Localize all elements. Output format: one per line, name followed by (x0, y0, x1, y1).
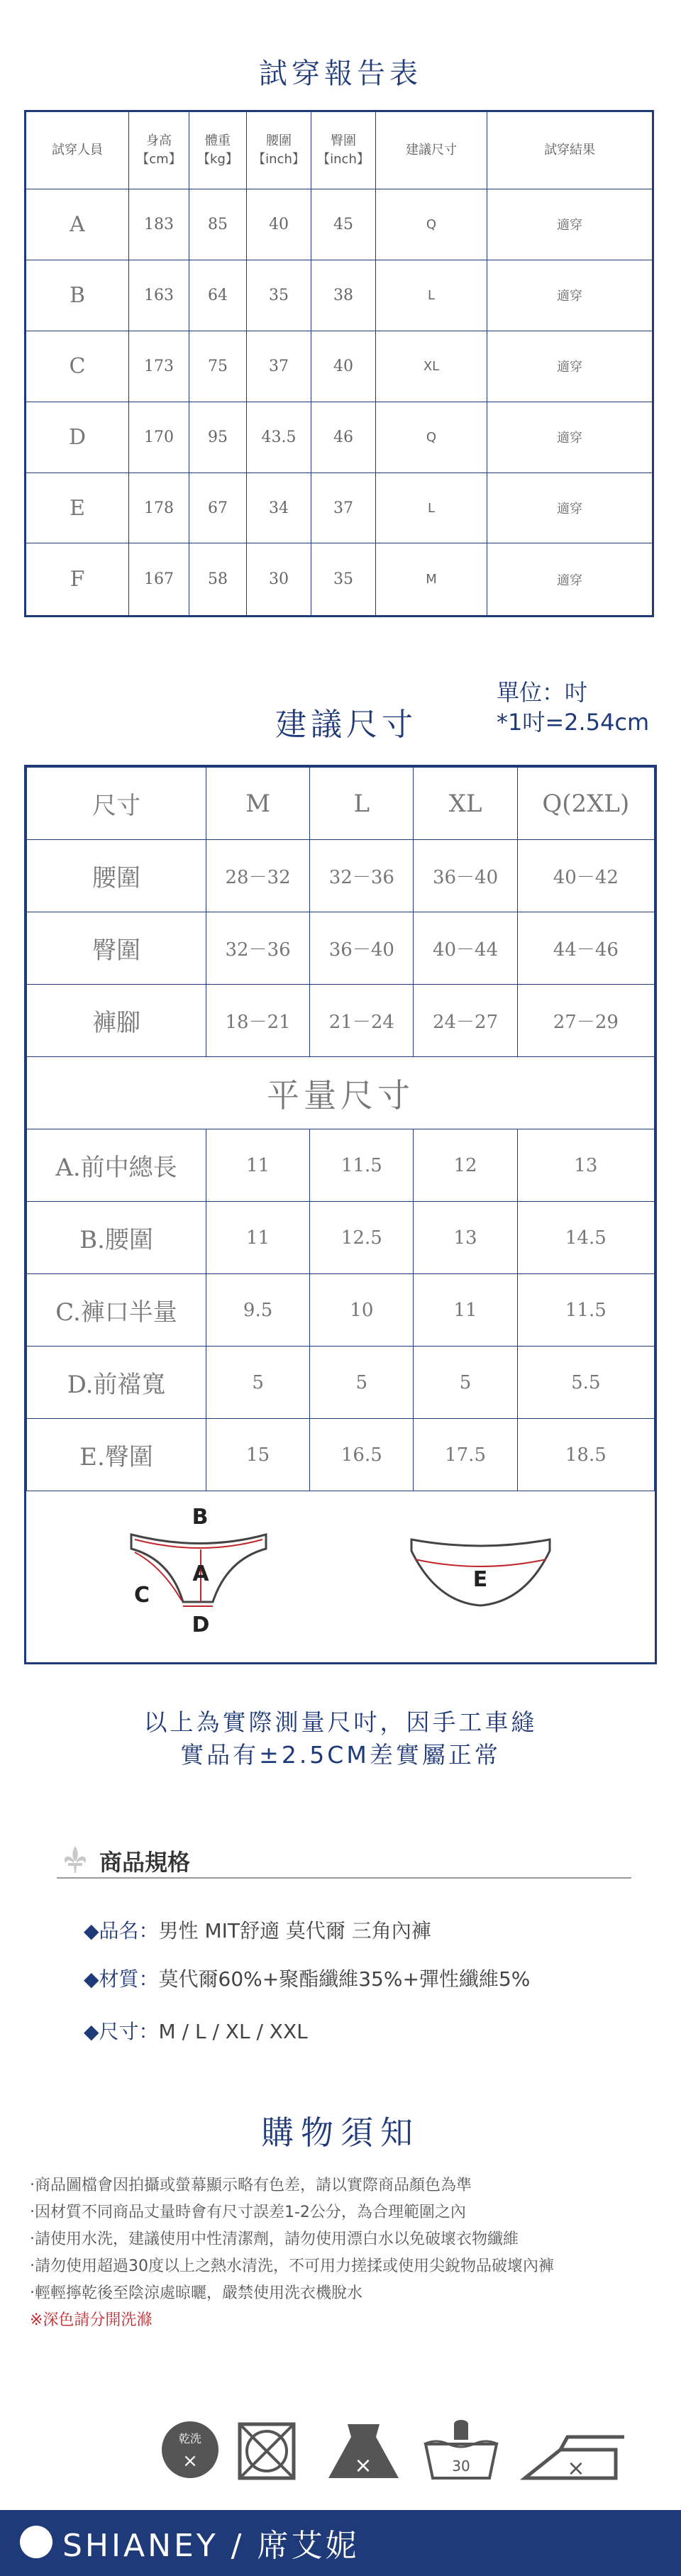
cell: 28－32 (206, 840, 310, 912)
spec-key: ◆尺寸： (84, 2020, 159, 2043)
cell: 178 (129, 472, 189, 543)
cell: 35 (247, 260, 311, 331)
cell: 21－24 (310, 985, 414, 1057)
no-bleach-icon (328, 2424, 399, 2478)
spec-title: 商品規格 (99, 1849, 191, 1876)
cell: 12 (414, 1129, 517, 1202)
cell: 適穿 (487, 260, 653, 331)
size-header: XL (414, 768, 517, 840)
cell: 17.5 (414, 1419, 517, 1491)
cell: 46 (311, 402, 376, 472)
cell: 適穿 (487, 402, 653, 472)
tester-name: C (26, 331, 129, 402)
header-height: 身高 【cm】 (129, 111, 189, 189)
cell: 11 (206, 1202, 310, 1274)
cell: 37 (311, 472, 376, 543)
brand-name: SHIANEY / 席艾妮 (62, 2528, 360, 2564)
cell: 64 (189, 260, 247, 331)
cell: 11 (414, 1274, 517, 1347)
shopping-notice-list (30, 2172, 554, 2334)
cell: 32－36 (206, 912, 310, 985)
unit-note (497, 678, 649, 737)
fit-report-title: 試穿報告表 (259, 57, 422, 90)
back-brief-diagram (411, 1539, 550, 1605)
spec-item-size (84, 2016, 308, 2045)
cell: 40 (247, 189, 311, 260)
cell: 5 (206, 1347, 310, 1419)
cell: 15 (206, 1419, 310, 1491)
cell: 13 (517, 1129, 654, 1202)
table-row (26, 260, 653, 331)
flat-size-title: 平量尺寸 (27, 1057, 655, 1129)
cell: 12.5 (310, 1202, 414, 1274)
svg-text:×: × (354, 2453, 372, 2478)
fit-report-header-row (26, 111, 653, 189)
cell: 10 (310, 1274, 414, 1347)
table-row (27, 1129, 655, 1202)
header-waist: 腰圍 【inch】 (247, 111, 311, 189)
cell: 適穿 (487, 472, 653, 543)
spec-item-name (84, 1916, 431, 1944)
brand-footer (0, 2510, 681, 2576)
spec-item-material (84, 1964, 530, 1992)
cell: 適穿 (487, 331, 653, 402)
cell: 95 (189, 402, 247, 472)
cell: 5.5 (517, 1347, 654, 1419)
measurement-note (0, 1706, 681, 1771)
cell: 5 (414, 1347, 517, 1419)
cell: 適穿 (487, 189, 653, 260)
cell: 24－27 (414, 985, 517, 1057)
cell: M (376, 543, 487, 617)
cell: 36－40 (414, 840, 517, 912)
size-header: 尺寸 (27, 768, 206, 840)
row-label: D.前襠寬 (27, 1347, 206, 1419)
cell: 35 (311, 543, 376, 617)
cell: 40 (311, 331, 376, 402)
cell: 36－40 (310, 912, 414, 985)
spec-value: 莫代爾60%+聚酯纖維35%+彈性纖維5% (158, 1967, 531, 1991)
label-a: A (192, 1561, 209, 1586)
dry-clean-label: 乾洗 (178, 2432, 202, 2445)
tester-name: A (26, 189, 129, 260)
flat-title-row (27, 1057, 655, 1129)
notice-item: ‧請使用水洗，建議使用中性清潔劑，請勿使用漂白水以免破壞衣物纖維 (30, 2230, 519, 2248)
header-tester: 試穿人員 (26, 111, 129, 189)
table-row (27, 912, 655, 985)
notice-item: ‧商品圖檔會因拍攝或螢幕顯示略有色差，請以實際商品顏色為準 (30, 2177, 472, 2194)
no-tumble-dry-icon (240, 2424, 294, 2478)
cell: Q (376, 189, 487, 260)
table-row (26, 331, 653, 402)
cell: 75 (189, 331, 247, 402)
header-result: 試穿結果 (487, 111, 653, 189)
spec-key: ◆材質： (84, 1967, 159, 1991)
cell: 30 (247, 543, 311, 617)
measurement-diagram (0, 1496, 681, 1652)
cell: XL (376, 331, 487, 402)
table-row (27, 840, 655, 912)
cell: 43.5 (247, 402, 311, 472)
cell: 11.5 (517, 1274, 654, 1347)
table-row (26, 543, 653, 617)
no-dry-clean-icon (162, 2421, 218, 2478)
cell: 18.5 (517, 1419, 654, 1491)
row-label: C.褲口半量 (27, 1274, 206, 1347)
label-d: D (192, 1613, 210, 1637)
tester-name: E (26, 472, 129, 543)
spec-key: ◆品名： (84, 1919, 159, 1942)
cell: 40－44 (414, 912, 517, 985)
table-row (27, 1347, 655, 1419)
cell: 11.5 (310, 1129, 414, 1202)
header-suggested-size: 建議尺寸 (376, 111, 487, 189)
cell: 5 (310, 1347, 414, 1419)
size-chart-table (26, 767, 655, 1491)
spec-value: 男性 MIT舒適 莫代爾 三角內褲 (158, 1919, 431, 1942)
cell: 27－29 (517, 985, 654, 1057)
unit-conversion: *1吋=2.54cm (497, 709, 650, 736)
row-label: A.前中總長 (27, 1129, 206, 1202)
cell: 18－21 (206, 985, 310, 1057)
header-hip: 臀圍 【inch】 (311, 111, 376, 189)
unit-line: 單位：吋 (497, 679, 588, 706)
shopping-notice-title: 購物須知 (261, 2113, 420, 2152)
hand-wash-30-icon (424, 2420, 498, 2478)
brand-dot-icon (20, 2526, 52, 2558)
table-row (26, 402, 653, 472)
cell: 183 (129, 189, 189, 260)
cell: 32－36 (310, 840, 414, 912)
row-label: B.腰圍 (27, 1202, 206, 1274)
cell: 16.5 (310, 1419, 414, 1491)
notice-item: ‧因材質不同商品丈量時會有尺寸誤差1-2公分，為合理範圍之內 (30, 2204, 466, 2221)
spec-header (57, 1842, 631, 1879)
notice-item: ‧請勿使用超過30度以上之熱水清洗，不可用力搓揉或使用尖銳物品破壞內褲 (30, 2257, 554, 2275)
cell: 13 (414, 1202, 517, 1274)
cell: 44－46 (517, 912, 654, 985)
cell: 163 (129, 260, 189, 331)
fit-report-table (24, 110, 654, 617)
svg-text:×: × (567, 2456, 585, 2481)
wash-temp: 30 (452, 2458, 470, 2475)
cell: 58 (189, 543, 247, 617)
label-c: C (133, 1583, 150, 1608)
cell: 67 (189, 472, 247, 543)
header-weight: 體重 【kg】 (189, 111, 247, 189)
cell: Q (376, 402, 487, 472)
cell: 45 (311, 189, 376, 260)
cell: 173 (129, 331, 189, 402)
label-b: B (192, 1505, 209, 1530)
size-header-row (27, 768, 655, 840)
cell: 37 (247, 331, 311, 402)
table-row (26, 189, 653, 260)
cell: 11 (206, 1129, 310, 1202)
spec-value: M / L / XL / XXL (158, 2020, 308, 2043)
table-row (26, 472, 653, 543)
cell: 38 (311, 260, 376, 331)
row-label: 臀圍 (27, 912, 206, 985)
size-header: Q(2XL) (517, 768, 654, 840)
cell: 170 (129, 402, 189, 472)
size-header: L (310, 768, 414, 840)
cell: L (376, 472, 487, 543)
table-row (27, 1419, 655, 1491)
size-chart-title: 建議尺寸 (275, 707, 417, 743)
tester-name: D (26, 402, 129, 472)
fleur-de-lis-icon (60, 1843, 91, 1874)
tester-name: F (26, 543, 129, 617)
notice-item: ‧輕輕擰乾後至陰涼處晾曬，嚴禁使用洗衣機脫水 (30, 2284, 362, 2302)
cell: 適穿 (487, 543, 653, 617)
note-line-1: 以上為實際測量尺吋，因手工車縫 (143, 1708, 538, 1736)
no-iron-icon (525, 2437, 624, 2481)
table-row (27, 1274, 655, 1347)
cell: 14.5 (517, 1202, 654, 1274)
cell: 167 (129, 543, 189, 617)
size-header: M (206, 768, 310, 840)
table-row (27, 1202, 655, 1274)
row-label: 腰圍 (27, 840, 206, 912)
note-line-2: 實品有±2.5CM差實屬正常 (180, 1741, 501, 1769)
label-e: E (472, 1567, 488, 1592)
cell: 85 (189, 189, 247, 260)
row-label: 褲腳 (27, 985, 206, 1057)
row-label: E.臀圍 (27, 1419, 206, 1491)
front-brief-diagram (131, 1505, 266, 1637)
dark-color-warning: ※深色請分開洗滌 (30, 2311, 153, 2329)
svg-text:×: × (182, 2450, 198, 2472)
cell: L (376, 260, 487, 331)
care-icons (0, 2409, 681, 2494)
table-row (27, 985, 655, 1057)
cell: 40－42 (517, 840, 654, 912)
cell: 34 (247, 472, 311, 543)
cell: 9.5 (206, 1274, 310, 1347)
tester-name: B (26, 260, 129, 331)
